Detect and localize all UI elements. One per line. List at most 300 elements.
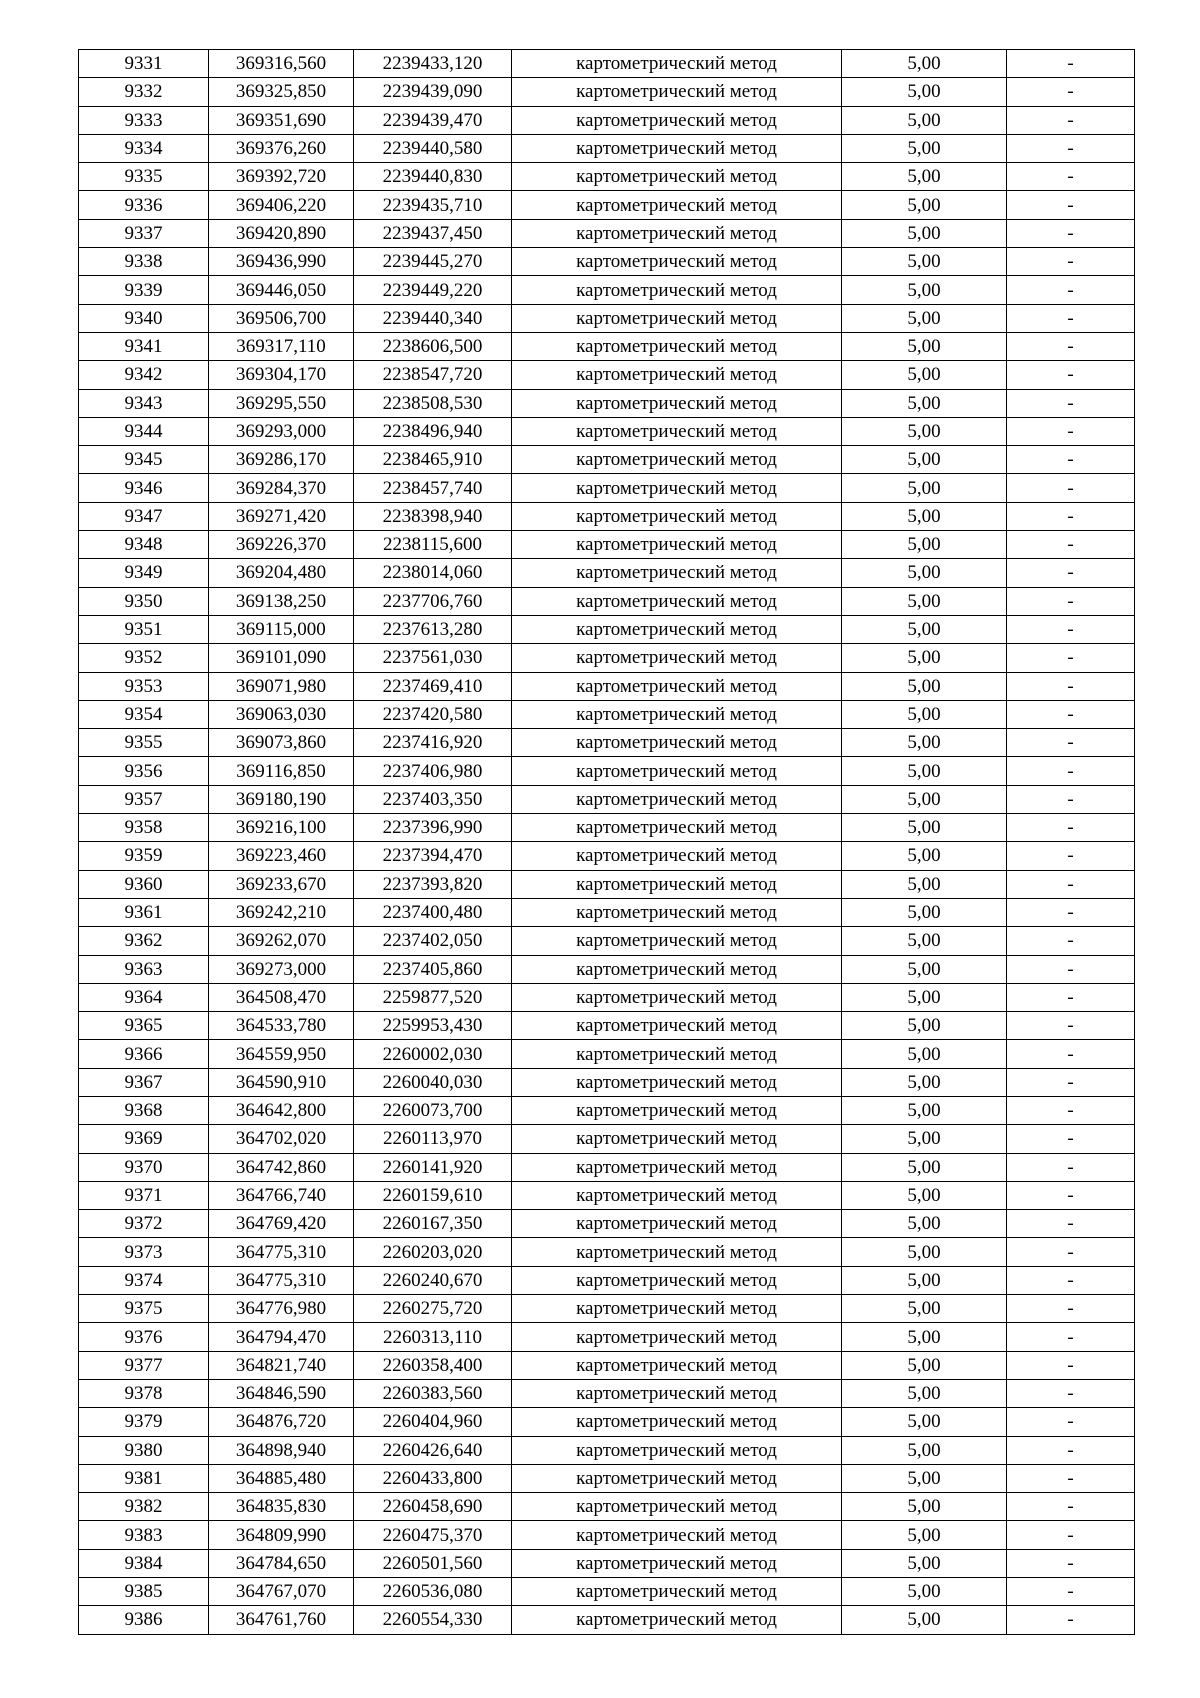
table-row (79, 1351, 1135, 1379)
method-cell: картометрический метод (512, 1125, 842, 1153)
x-coordinate-cell: 364809,990 (209, 1521, 354, 1549)
x-coordinate-cell: 364794,470 (209, 1323, 354, 1351)
x-coordinate-cell: 369420,890 (209, 219, 354, 247)
point-number-cell: 9377 (79, 1351, 209, 1379)
table-row (79, 1464, 1135, 1492)
table-row (79, 1549, 1135, 1577)
accuracy-cell: 5,00 (842, 644, 1007, 672)
y-coordinate-cell: 2260167,350 (354, 1210, 512, 1238)
x-coordinate-cell: 369216,100 (209, 814, 354, 842)
y-coordinate-cell: 2238398,940 (354, 502, 512, 530)
note-cell: - (1007, 417, 1135, 445)
x-coordinate-cell: 369351,690 (209, 106, 354, 134)
y-coordinate-cell: 2239435,710 (354, 191, 512, 219)
note-cell: - (1007, 870, 1135, 898)
table-row (79, 559, 1135, 587)
point-number-cell: 9353 (79, 672, 209, 700)
table-row (79, 757, 1135, 785)
x-coordinate-cell: 364846,590 (209, 1379, 354, 1407)
table-row (79, 615, 1135, 643)
method-cell: картометрический метод (512, 672, 842, 700)
y-coordinate-cell: 2237561,030 (354, 644, 512, 672)
x-coordinate-cell: 369101,090 (209, 644, 354, 672)
method-cell: картометрический метод (512, 219, 842, 247)
y-coordinate-cell: 2239439,090 (354, 78, 512, 106)
note-cell: - (1007, 1408, 1135, 1436)
method-cell: картометрический метод (512, 1012, 842, 1040)
point-number-cell: 9332 (79, 78, 209, 106)
x-coordinate-cell: 364702,020 (209, 1125, 354, 1153)
table-row (79, 78, 1135, 106)
accuracy-cell: 5,00 (842, 785, 1007, 813)
accuracy-cell: 5,00 (842, 446, 1007, 474)
x-coordinate-cell: 364761,760 (209, 1606, 354, 1634)
accuracy-cell: 5,00 (842, 163, 1007, 191)
point-number-cell: 9379 (79, 1408, 209, 1436)
accuracy-cell: 5,00 (842, 1578, 1007, 1606)
accuracy-cell: 5,00 (842, 1096, 1007, 1124)
method-cell: картометрический метод (512, 417, 842, 445)
accuracy-cell: 5,00 (842, 1493, 1007, 1521)
x-coordinate-cell: 364590,910 (209, 1068, 354, 1096)
method-cell: картометрический метод (512, 1464, 842, 1492)
y-coordinate-cell: 2237393,820 (354, 870, 512, 898)
point-number-cell: 9364 (79, 983, 209, 1011)
table-row (79, 474, 1135, 502)
method-cell: картометрический метод (512, 1549, 842, 1577)
note-cell: - (1007, 276, 1135, 304)
x-coordinate-cell: 364769,420 (209, 1210, 354, 1238)
note-cell: - (1007, 1493, 1135, 1521)
table-row (79, 672, 1135, 700)
accuracy-cell: 5,00 (842, 106, 1007, 134)
y-coordinate-cell: 2239449,220 (354, 276, 512, 304)
y-coordinate-cell: 2238496,940 (354, 417, 512, 445)
point-number-cell: 9331 (79, 50, 209, 78)
y-coordinate-cell: 2259953,430 (354, 1012, 512, 1040)
method-cell: картометрический метод (512, 700, 842, 728)
y-coordinate-cell: 2260240,670 (354, 1266, 512, 1294)
accuracy-cell: 5,00 (842, 1068, 1007, 1096)
point-number-cell: 9341 (79, 332, 209, 360)
table-row (79, 248, 1135, 276)
table-row (79, 729, 1135, 757)
x-coordinate-cell: 364559,950 (209, 1040, 354, 1068)
note-cell: - (1007, 700, 1135, 728)
point-number-cell: 9343 (79, 389, 209, 417)
method-cell: картометрический метод (512, 1040, 842, 1068)
accuracy-cell: 5,00 (842, 417, 1007, 445)
note-cell: - (1007, 1549, 1135, 1577)
x-coordinate-cell: 369295,550 (209, 389, 354, 417)
x-coordinate-cell: 364533,780 (209, 1012, 354, 1040)
point-number-cell: 9362 (79, 927, 209, 955)
y-coordinate-cell: 2239440,830 (354, 163, 512, 191)
method-cell: картометрический метод (512, 1295, 842, 1323)
accuracy-cell: 5,00 (842, 1295, 1007, 1323)
x-coordinate-cell: 364885,480 (209, 1464, 354, 1492)
point-number-cell: 9380 (79, 1436, 209, 1464)
x-coordinate-cell: 369115,000 (209, 615, 354, 643)
method-cell: картометрический метод (512, 531, 842, 559)
y-coordinate-cell: 2260426,640 (354, 1436, 512, 1464)
method-cell: картометрический метод (512, 106, 842, 134)
method-cell: картометрический метод (512, 1153, 842, 1181)
method-cell: картометрический метод (512, 1096, 842, 1124)
y-coordinate-cell: 2238547,720 (354, 361, 512, 389)
method-cell: картометрический метод (512, 361, 842, 389)
x-coordinate-cell: 369392,720 (209, 163, 354, 191)
table-row (79, 587, 1135, 615)
point-number-cell: 9352 (79, 644, 209, 672)
method-cell: картометрический метод (512, 757, 842, 785)
table-row (79, 1295, 1135, 1323)
accuracy-cell: 5,00 (842, 587, 1007, 615)
x-coordinate-cell: 364898,940 (209, 1436, 354, 1464)
point-number-cell: 9335 (79, 163, 209, 191)
note-cell: - (1007, 559, 1135, 587)
y-coordinate-cell: 2237420,580 (354, 700, 512, 728)
point-number-cell: 9342 (79, 361, 209, 389)
accuracy-cell: 5,00 (842, 983, 1007, 1011)
table-row (79, 955, 1135, 983)
note-cell: - (1007, 1125, 1135, 1153)
coordinates-table-body (79, 50, 1135, 1635)
table-row (79, 983, 1135, 1011)
y-coordinate-cell: 2237405,860 (354, 955, 512, 983)
x-coordinate-cell: 364784,650 (209, 1549, 354, 1577)
table-row (79, 446, 1135, 474)
x-coordinate-cell: 369262,070 (209, 927, 354, 955)
accuracy-cell: 5,00 (842, 1238, 1007, 1266)
method-cell: картометрический метод (512, 1068, 842, 1096)
point-number-cell: 9382 (79, 1493, 209, 1521)
point-number-cell: 9350 (79, 587, 209, 615)
point-number-cell: 9386 (79, 1606, 209, 1634)
table-row (79, 106, 1135, 134)
method-cell: картометрический метод (512, 898, 842, 926)
method-cell: картометрический метод (512, 134, 842, 162)
coordinates-table (78, 49, 1135, 1635)
table-row (79, 163, 1135, 191)
accuracy-cell: 5,00 (842, 1210, 1007, 1238)
accuracy-cell: 5,00 (842, 361, 1007, 389)
note-cell: - (1007, 1210, 1135, 1238)
y-coordinate-cell: 2238115,600 (354, 531, 512, 559)
method-cell: картометрический метод (512, 1238, 842, 1266)
point-number-cell: 9337 (79, 219, 209, 247)
note-cell: - (1007, 1153, 1135, 1181)
y-coordinate-cell: 2260203,020 (354, 1238, 512, 1266)
point-number-cell: 9347 (79, 502, 209, 530)
y-coordinate-cell: 2260313,110 (354, 1323, 512, 1351)
method-cell: картометрический метод (512, 1323, 842, 1351)
note-cell: - (1007, 1181, 1135, 1209)
method-cell: картометрический метод (512, 502, 842, 530)
y-coordinate-cell: 2237469,410 (354, 672, 512, 700)
accuracy-cell: 5,00 (842, 191, 1007, 219)
table-row (79, 304, 1135, 332)
table-row (79, 870, 1135, 898)
accuracy-cell: 5,00 (842, 615, 1007, 643)
x-coordinate-cell: 369293,000 (209, 417, 354, 445)
table-row (79, 332, 1135, 360)
x-coordinate-cell: 369233,670 (209, 870, 354, 898)
method-cell: картометрический метод (512, 446, 842, 474)
accuracy-cell: 5,00 (842, 1521, 1007, 1549)
x-coordinate-cell: 369316,560 (209, 50, 354, 78)
note-cell: - (1007, 955, 1135, 983)
table-row (79, 1040, 1135, 1068)
method-cell: картометрический метод (512, 304, 842, 332)
note-cell: - (1007, 1436, 1135, 1464)
accuracy-cell: 5,00 (842, 502, 1007, 530)
x-coordinate-cell: 369138,250 (209, 587, 354, 615)
note-cell: - (1007, 842, 1135, 870)
table-row (79, 1521, 1135, 1549)
y-coordinate-cell: 2259877,520 (354, 983, 512, 1011)
note-cell: - (1007, 134, 1135, 162)
y-coordinate-cell: 2260501,560 (354, 1549, 512, 1577)
x-coordinate-cell: 364776,980 (209, 1295, 354, 1323)
method-cell: картометрический метод (512, 1210, 842, 1238)
y-coordinate-cell: 2260475,370 (354, 1521, 512, 1549)
table-row (79, 1068, 1135, 1096)
point-number-cell: 9365 (79, 1012, 209, 1040)
method-cell: картометрический метод (512, 1578, 842, 1606)
method-cell: картометрический метод (512, 1436, 842, 1464)
point-number-cell: 9336 (79, 191, 209, 219)
y-coordinate-cell: 2260159,610 (354, 1181, 512, 1209)
table-row (79, 927, 1135, 955)
x-coordinate-cell: 369073,860 (209, 729, 354, 757)
y-coordinate-cell: 2239445,270 (354, 248, 512, 276)
x-coordinate-cell: 364766,740 (209, 1181, 354, 1209)
method-cell: картометрический метод (512, 955, 842, 983)
method-cell: картометрический метод (512, 50, 842, 78)
y-coordinate-cell: 2239440,580 (354, 134, 512, 162)
method-cell: картометрический метод (512, 1493, 842, 1521)
accuracy-cell: 5,00 (842, 531, 1007, 559)
note-cell: - (1007, 389, 1135, 417)
method-cell: картометрический метод (512, 870, 842, 898)
x-coordinate-cell: 369226,370 (209, 531, 354, 559)
x-coordinate-cell: 369271,420 (209, 502, 354, 530)
accuracy-cell: 5,00 (842, 1436, 1007, 1464)
x-coordinate-cell: 369071,980 (209, 672, 354, 700)
y-coordinate-cell: 2239437,450 (354, 219, 512, 247)
point-number-cell: 9361 (79, 898, 209, 926)
method-cell: картометрический метод (512, 983, 842, 1011)
accuracy-cell: 5,00 (842, 248, 1007, 276)
table-row (79, 531, 1135, 559)
y-coordinate-cell: 2260002,030 (354, 1040, 512, 1068)
point-number-cell: 9334 (79, 134, 209, 162)
x-coordinate-cell: 364508,470 (209, 983, 354, 1011)
accuracy-cell: 5,00 (842, 50, 1007, 78)
point-number-cell: 9381 (79, 1464, 209, 1492)
point-number-cell: 9340 (79, 304, 209, 332)
point-number-cell: 9376 (79, 1323, 209, 1351)
table-row (79, 1266, 1135, 1294)
x-coordinate-cell: 364876,720 (209, 1408, 354, 1436)
point-number-cell: 9338 (79, 248, 209, 276)
accuracy-cell: 5,00 (842, 700, 1007, 728)
accuracy-cell: 5,00 (842, 134, 1007, 162)
y-coordinate-cell: 2239433,120 (354, 50, 512, 78)
accuracy-cell: 5,00 (842, 559, 1007, 587)
table-row (79, 50, 1135, 78)
x-coordinate-cell: 369317,110 (209, 332, 354, 360)
point-number-cell: 9383 (79, 1521, 209, 1549)
point-number-cell: 9374 (79, 1266, 209, 1294)
table-row (79, 1379, 1135, 1407)
note-cell: - (1007, 332, 1135, 360)
x-coordinate-cell: 369506,700 (209, 304, 354, 332)
note-cell: - (1007, 1323, 1135, 1351)
y-coordinate-cell: 2237402,050 (354, 927, 512, 955)
table-row (79, 1606, 1135, 1634)
y-coordinate-cell: 2238465,910 (354, 446, 512, 474)
x-coordinate-cell: 369116,850 (209, 757, 354, 785)
point-number-cell: 9339 (79, 276, 209, 304)
table-row (79, 814, 1135, 842)
accuracy-cell: 5,00 (842, 332, 1007, 360)
note-cell: - (1007, 191, 1135, 219)
x-coordinate-cell: 364835,830 (209, 1493, 354, 1521)
y-coordinate-cell: 2260404,960 (354, 1408, 512, 1436)
table-row (79, 219, 1135, 247)
y-coordinate-cell: 2260383,560 (354, 1379, 512, 1407)
point-number-cell: 9373 (79, 1238, 209, 1266)
point-number-cell: 9357 (79, 785, 209, 813)
method-cell: картометрический метод (512, 389, 842, 417)
y-coordinate-cell: 2260358,400 (354, 1351, 512, 1379)
x-coordinate-cell: 369242,210 (209, 898, 354, 926)
note-cell: - (1007, 785, 1135, 813)
table-row (79, 785, 1135, 813)
accuracy-cell: 5,00 (842, 898, 1007, 926)
point-number-cell: 9371 (79, 1181, 209, 1209)
method-cell: картометрический метод (512, 1266, 842, 1294)
point-number-cell: 9375 (79, 1295, 209, 1323)
method-cell: картометрический метод (512, 1606, 842, 1634)
x-coordinate-cell: 364821,740 (209, 1351, 354, 1379)
accuracy-cell: 5,00 (842, 474, 1007, 502)
point-number-cell: 9367 (79, 1068, 209, 1096)
note-cell: - (1007, 219, 1135, 247)
point-number-cell: 9333 (79, 106, 209, 134)
accuracy-cell: 5,00 (842, 927, 1007, 955)
x-coordinate-cell: 369273,000 (209, 955, 354, 983)
x-coordinate-cell: 369436,990 (209, 248, 354, 276)
table-row (79, 361, 1135, 389)
accuracy-cell: 5,00 (842, 1606, 1007, 1634)
x-coordinate-cell: 369063,030 (209, 700, 354, 728)
point-number-cell: 9356 (79, 757, 209, 785)
point-number-cell: 9355 (79, 729, 209, 757)
note-cell: - (1007, 1266, 1135, 1294)
accuracy-cell: 5,00 (842, 1323, 1007, 1351)
y-coordinate-cell: 2239440,340 (354, 304, 512, 332)
note-cell: - (1007, 729, 1135, 757)
accuracy-cell: 5,00 (842, 1125, 1007, 1153)
method-cell: картометрический метод (512, 248, 842, 276)
point-number-cell: 9363 (79, 955, 209, 983)
note-cell: - (1007, 106, 1135, 134)
note-cell: - (1007, 898, 1135, 926)
y-coordinate-cell: 2239439,470 (354, 106, 512, 134)
note-cell: - (1007, 1040, 1135, 1068)
accuracy-cell: 5,00 (842, 304, 1007, 332)
point-number-cell: 9378 (79, 1379, 209, 1407)
y-coordinate-cell: 2260433,800 (354, 1464, 512, 1492)
x-coordinate-cell: 369376,260 (209, 134, 354, 162)
method-cell: картометрический метод (512, 729, 842, 757)
note-cell: - (1007, 1295, 1135, 1323)
note-cell: - (1007, 163, 1135, 191)
method-cell: картометрический метод (512, 785, 842, 813)
y-coordinate-cell: 2237416,920 (354, 729, 512, 757)
point-number-cell: 9370 (79, 1153, 209, 1181)
y-coordinate-cell: 2237400,480 (354, 898, 512, 926)
y-coordinate-cell: 2260536,080 (354, 1578, 512, 1606)
accuracy-cell: 5,00 (842, 757, 1007, 785)
x-coordinate-cell: 369180,190 (209, 785, 354, 813)
point-number-cell: 9368 (79, 1096, 209, 1124)
accuracy-cell: 5,00 (842, 1351, 1007, 1379)
point-number-cell: 9360 (79, 870, 209, 898)
point-number-cell: 9348 (79, 531, 209, 559)
method-cell: картометрический метод (512, 1181, 842, 1209)
note-cell: - (1007, 1606, 1135, 1634)
method-cell: картометрический метод (512, 163, 842, 191)
x-coordinate-cell: 369406,220 (209, 191, 354, 219)
point-number-cell: 9344 (79, 417, 209, 445)
note-cell: - (1007, 983, 1135, 1011)
table-row (79, 1012, 1135, 1040)
table-row (79, 191, 1135, 219)
y-coordinate-cell: 2260141,920 (354, 1153, 512, 1181)
y-coordinate-cell: 2238606,500 (354, 332, 512, 360)
table-row (79, 389, 1135, 417)
method-cell: картометрический метод (512, 1521, 842, 1549)
table-row (79, 1578, 1135, 1606)
y-coordinate-cell: 2260040,030 (354, 1068, 512, 1096)
table-row (79, 898, 1135, 926)
method-cell: картометрический метод (512, 927, 842, 955)
table-row (79, 1436, 1135, 1464)
note-cell: - (1007, 446, 1135, 474)
note-cell: - (1007, 757, 1135, 785)
note-cell: - (1007, 1521, 1135, 1549)
point-number-cell: 9349 (79, 559, 209, 587)
note-cell: - (1007, 361, 1135, 389)
table-row (79, 700, 1135, 728)
accuracy-cell: 5,00 (842, 1266, 1007, 1294)
point-number-cell: 9345 (79, 446, 209, 474)
table-row (79, 276, 1135, 304)
accuracy-cell: 5,00 (842, 870, 1007, 898)
y-coordinate-cell: 2260275,720 (354, 1295, 512, 1323)
table-row (79, 842, 1135, 870)
table-row (79, 644, 1135, 672)
accuracy-cell: 5,00 (842, 729, 1007, 757)
y-coordinate-cell: 2238457,740 (354, 474, 512, 502)
y-coordinate-cell: 2237403,350 (354, 785, 512, 813)
note-cell: - (1007, 927, 1135, 955)
x-coordinate-cell: 364742,860 (209, 1153, 354, 1181)
